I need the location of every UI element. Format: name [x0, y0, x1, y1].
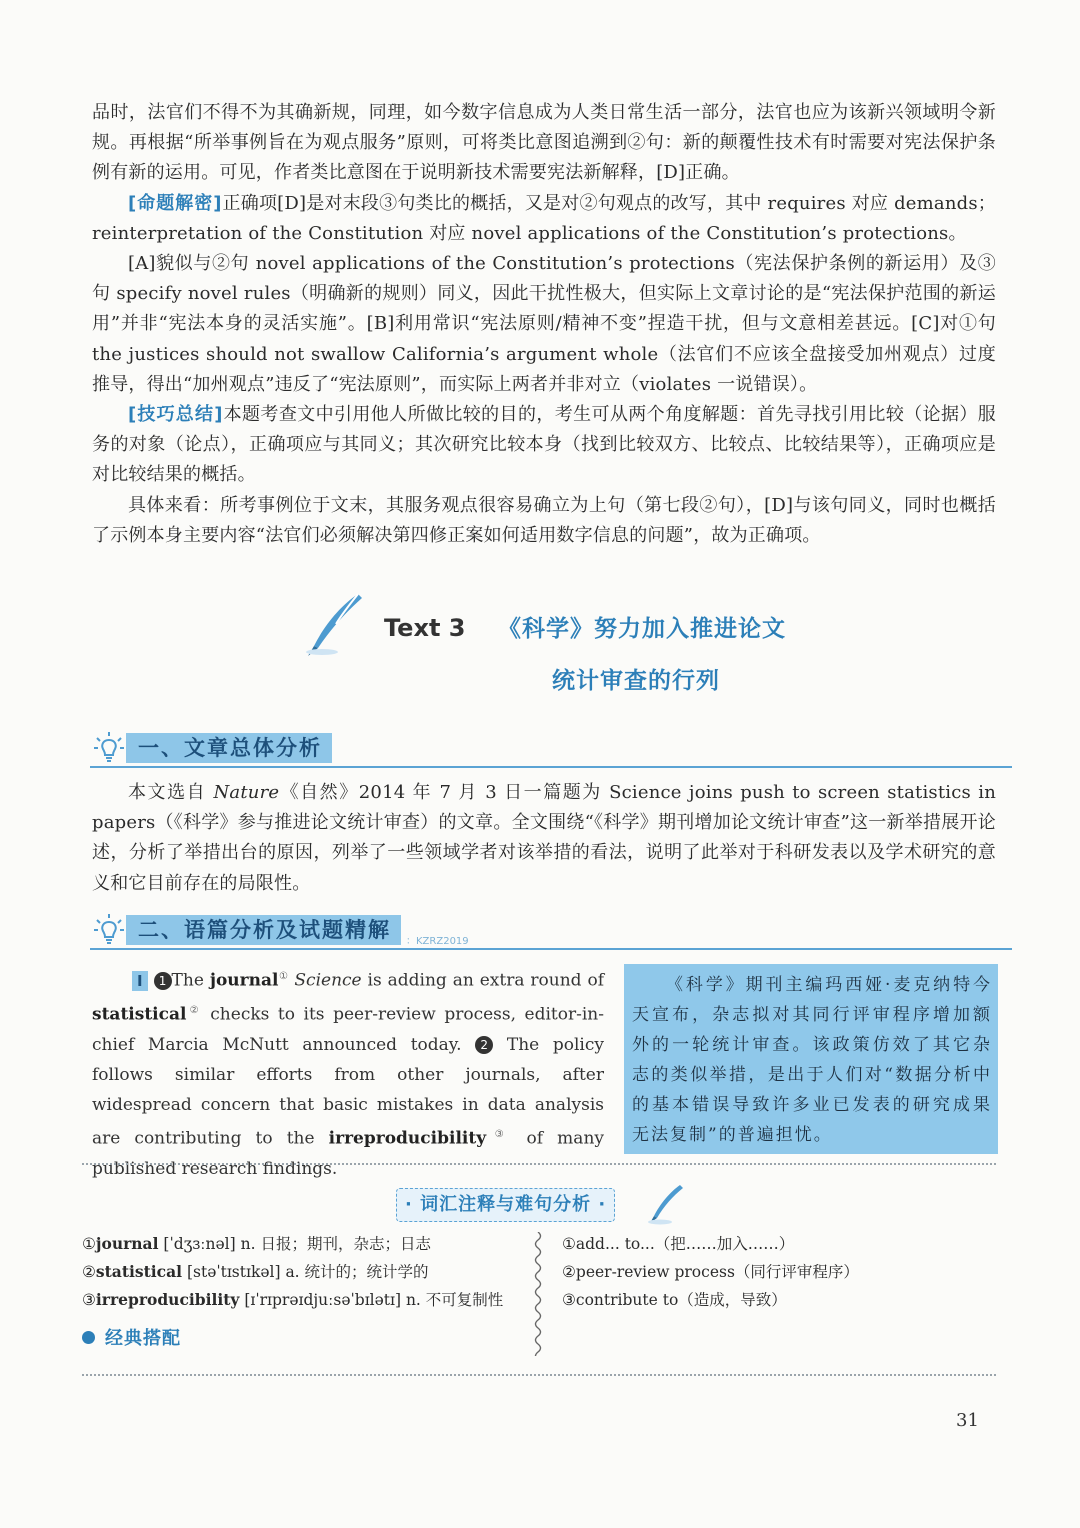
vocab-word: journal — [95, 1234, 159, 1253]
page-number: 31 — [956, 1410, 979, 1431]
keyword-journal: journal — [209, 970, 279, 991]
explanation-block — [92, 98, 996, 551]
tag-skill: [技巧总结] — [128, 404, 224, 426]
explanation-p4 — [92, 400, 996, 491]
tag-proposition: [命题解密] — [128, 192, 223, 214]
keyword-irreproducibility: irreproducibility — [328, 1128, 487, 1149]
section1-title: 一、文章总体分析 — [126, 733, 332, 763]
explanation-p4-text: 本题考查文中引用他人所做比较的目的，考生可从两个角度解题：首先寻找引用比较（论据）服务的对象（论点），正确项应与其同义；其次研究比较本身（找到比较双方、比较点、比较结果等），正确项应是对比较结果的概括。 — [92, 404, 997, 486]
paragraph-number: I — [132, 971, 148, 991]
summary-text-b: 《自然》2014 年 7 月 3 日一篇题为 Science joins push to screen statistics in papers（《科学》参与推进论文统计审查）的文章。全文围绕“《科学》期刊增加论文统计审查”这一新举措展开论述，分析了举措出台的原因，列举了一些领域学者对该举措的看法，说明了此举对于科研发表以及学术研究的意义和它目前存在的局限性。 — [92, 782, 996, 894]
section2-title: 二、语篇分析及试题精解 — [126, 915, 401, 945]
vocab-no: ② — [82, 1263, 96, 1281]
sentence-number-1: 1 — [154, 972, 172, 990]
wavy-divider — [532, 1232, 544, 1356]
passage-text: The — [171, 970, 210, 991]
passage-text: of many published research findings. — [92, 1128, 604, 1180]
quill-pen-icon — [646, 1182, 686, 1226]
classic-label: 经典搭配 — [105, 1328, 181, 1349]
passage-text: checks to its peer-review process, editor-in-chief Marcia McNutt announced today. — [92, 1004, 604, 1055]
section1-heading — [90, 730, 1012, 768]
phrase-list — [562, 1230, 859, 1314]
vocab-no: ③ — [82, 1291, 96, 1309]
explanation-p5: 具体来看：所考事例位于文末，其服务观点很容易确立为上句（第七段②句），[D]与该句同义，同时也概括了示例本身主要内容“法官们必须解决第四修正案如何适用数字信息的问题”，故为正确项。 — [92, 494, 996, 546]
section2-heading — [90, 912, 1012, 950]
vocab-word: statistical — [95, 1262, 183, 1281]
divider — [82, 1163, 996, 1165]
passage-science: Science — [294, 970, 362, 991]
vocab-def: [ɪˈrɪprəɪdjuːsəˈbɪlətɪ] n. 不可复制性 — [239, 1291, 504, 1309]
text-label: Text 3 — [384, 614, 466, 642]
vocab-item — [82, 1230, 503, 1258]
vocab-no: ① — [82, 1235, 96, 1253]
passage-paragraph — [92, 962, 604, 1184]
title-line1: 《科学》努力加入推进论文 — [498, 616, 786, 642]
watermark-text: ：KZRZ2019 — [406, 936, 469, 947]
note-mark: ③ — [486, 1129, 513, 1141]
vocab-item — [82, 1258, 503, 1286]
explanation-p2 — [92, 189, 996, 249]
vocab-def: [stəˈtɪstɪkəl] a. 统计的；统计学的 — [182, 1263, 429, 1281]
divider — [82, 1374, 996, 1376]
summary-text-a: 本文选自 — [128, 782, 214, 803]
phrase-item: ②peer-review process（同行评审程序） — [562, 1263, 859, 1281]
passage-text: The policy follows similar efforts from other journals, after widespread concern that basic mistakes in data analysis are contributing to the — [92, 1034, 604, 1149]
explanation-p3: [A]貌似与②句 novel applications of the Constitution’s protections（宪法保护条例的新运用）及③句 specify novel rules（明确新的规则）同义，因此干扰性极大，但实际上文章讨论的是“宪法保护范围的新运用”并非“宪法本身的灵活实施”。[B]利用常识“宪法原则/精神不变”捏造干扰，但与文意相差甚远。[C]对①句 the justices should not swallow California’s argument whole（法官们不应该全盘接受加州观点）过度推导，得出“加州观点”违反了“宪法原则”，而实际上两者并非对立（violates 一说错误）。 — [92, 253, 996, 395]
summary-nature: Nature — [213, 782, 280, 803]
quill-pen-icon — [300, 590, 370, 660]
lightbulb-icon — [92, 912, 126, 948]
translation-box — [624, 964, 998, 1154]
lightbulb-icon — [92, 730, 126, 766]
vocab-section-title: · 词汇注释与难句分析 · — [396, 1188, 615, 1222]
section1-summary — [92, 778, 996, 899]
keyword-statistical: statistical — [92, 1004, 187, 1025]
phrase-item: ③contribute to（造成，导致） — [562, 1291, 787, 1309]
title-line2: 统计审查的行列 — [552, 668, 720, 694]
explanation-p2-text: 正确项[D]是对末段③句类比的概括，又是对②句观点的改写，其中 requires 对应 demands；reinterpretation of the Constitution 对应 novel applications of the Constitution’s protections。 — [92, 192, 996, 244]
sentence-number-2: 2 — [475, 1036, 493, 1054]
vocab-def: [ˈdʒɜːnəl] n. 日报；期刊，杂志；日志 — [158, 1235, 431, 1253]
translation-text: 《科学》期刊主编玛西娅·麦克纳特今天宣布，杂志拟对其同行评审程序增加额外的一轮统计审查。该政策仿效了其它杂志的类似举措，是出于人们对“数据分析中的基本错误导致许多业已发表的研究成果无法复制”的普遍担忧。 — [632, 975, 992, 1145]
explanation-p1: 品时，法官们不得不为其确新规，同理，如今数字信息成为人类日常生活一部分，法官也应为该新兴领域明令新规。再根据“所举事例旨在为观点服务”原则，可将类比意图追溯到②句：新的颠覆性技术有时需要对宪法保护条例有新的运用。可见，作者类比意图在于说明新技术需要宪法新解释，[D]正确。 — [92, 102, 996, 184]
phrase-item: ①add... to...（把……加入……） — [562, 1235, 795, 1253]
passage-text: is adding an extra round of — [361, 970, 604, 991]
vocab-word: irreproducibility — [95, 1290, 240, 1309]
note-mark: ① — [278, 971, 289, 982]
classic-collocations-heading — [82, 1324, 181, 1350]
note-mark: ② — [186, 1004, 202, 1016]
text-title — [300, 590, 820, 700]
vocab-list — [82, 1230, 503, 1314]
vocab-item — [82, 1286, 503, 1314]
bullet-dot-icon — [82, 1331, 95, 1344]
